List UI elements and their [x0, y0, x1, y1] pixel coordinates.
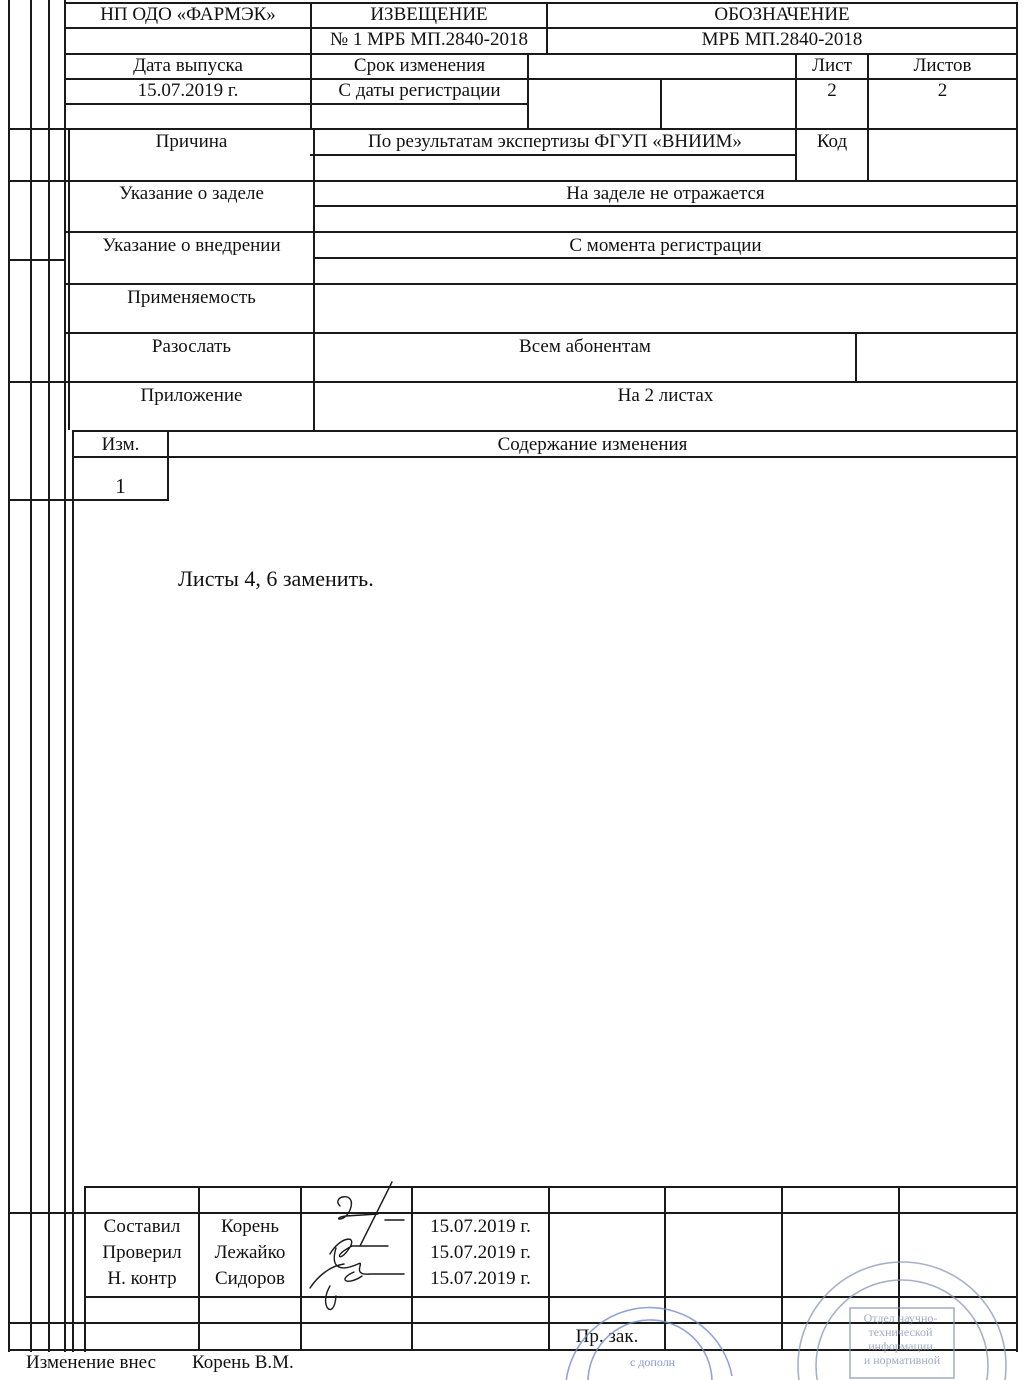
signer-date-2: 15.07.2019 г.: [430, 1242, 531, 1263]
applicability-label: Применяемость: [127, 287, 256, 308]
signer-role-2: Проверил: [102, 1242, 182, 1263]
sheet-label: Лист: [812, 55, 852, 76]
signer-role-1: Составил: [103, 1216, 181, 1237]
implementation-value: С момента регистрации: [569, 235, 762, 256]
revision-number: 1: [115, 474, 126, 498]
signer-name-1: Корень: [221, 1216, 279, 1237]
change-term: С даты регистрации: [338, 80, 501, 101]
implementation-label: Указание о внедрении: [102, 235, 281, 256]
svg-text:Отдел научно- технической: Отдел научно- технической информации и нормативной: [863, 1311, 941, 1367]
signer-name-3: Сидоров: [215, 1268, 285, 1289]
blue-stamp: [560, 1322, 740, 1380]
reason-value: По результатам экспертизы ФГУП «ВНИИМ»: [368, 131, 742, 152]
change-body-text: Листы 4, 6 заменить.: [178, 566, 374, 591]
changed-by-name: Корень В.М.: [192, 1352, 294, 1373]
svg-text:с дополн: с дополн: [630, 1355, 676, 1369]
sheets-label: Листов: [913, 55, 972, 76]
distribute-value: Всем абонентам: [519, 336, 651, 357]
signer-role-3: Н. контр: [107, 1268, 177, 1289]
notice-label: ИЗВЕЩЕНИЕ: [370, 4, 488, 25]
sheets-count: 2: [937, 80, 948, 101]
reason-label: Причина: [155, 131, 228, 152]
revision-label: Изм.: [101, 434, 140, 455]
changed-by-label: Изменение внес: [26, 1352, 157, 1373]
org-name: НП ОДО «ФАРМЭК»: [100, 4, 276, 25]
code-label: Код: [816, 131, 848, 152]
round-stamp: [790, 1258, 1010, 1380]
sheet-number: 2: [827, 80, 837, 101]
backlog-label: Указание о заделе: [119, 183, 264, 204]
signer-date-3: 15.07.2019 г.: [430, 1268, 531, 1289]
backlog-value: На заделе не отражается: [566, 183, 765, 204]
issue-date: 15.07.2019 г.: [137, 80, 239, 101]
issue-date-label: Дата выпуска: [133, 55, 243, 76]
signer-date-1: 15.07.2019 г.: [430, 1216, 531, 1237]
designation-value: МРБ МП.2840-2018: [701, 29, 863, 50]
content-label: Содержание изменения: [497, 434, 688, 455]
change-term-label: Срок изменения: [353, 55, 486, 76]
distribute-label: Разослать: [151, 336, 232, 357]
attachment-value: На 2 листах: [617, 385, 714, 406]
signer-name-2: Лежайко: [214, 1242, 286, 1263]
handwritten-signatures: [300, 1176, 412, 1326]
order-label: Пр. зак.: [575, 1326, 639, 1347]
designation-label: ОБОЗНАЧЕНИЕ: [714, 4, 850, 25]
attachment-label: Приложение: [140, 385, 243, 406]
notice-number: № 1 МРБ МП.2840-2018: [330, 29, 528, 50]
